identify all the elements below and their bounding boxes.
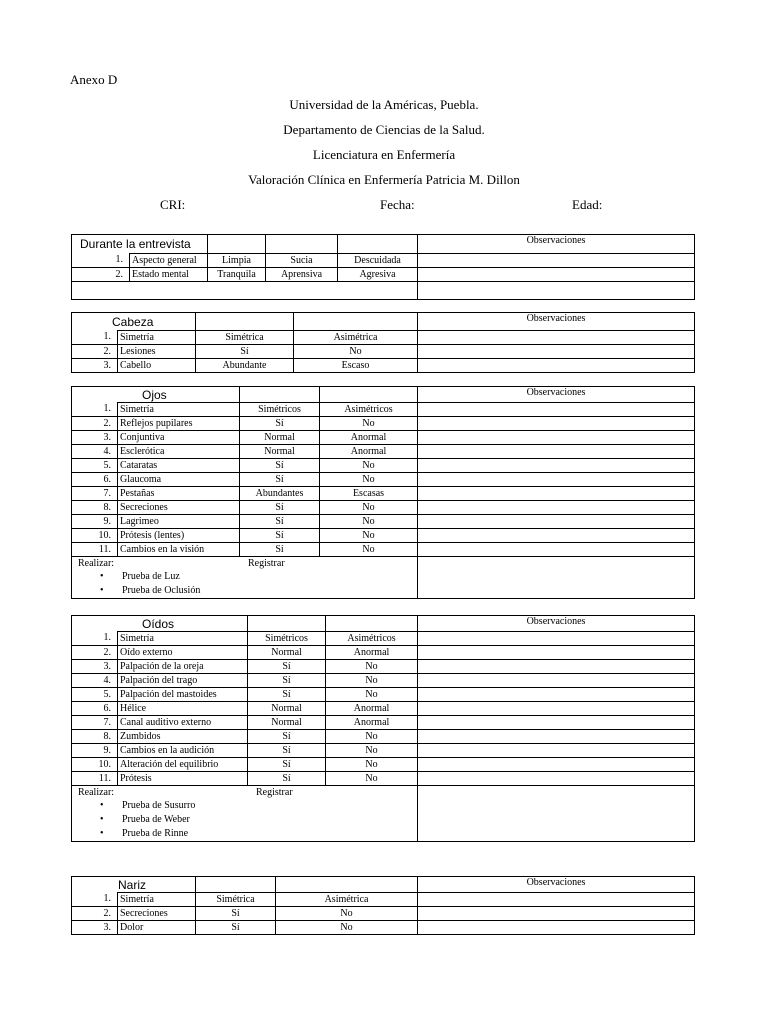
row-option-a: Sí [196, 921, 276, 935]
oidos-title: Oídos [72, 616, 248, 632]
list-item: • Prueba de Susurro [100, 799, 195, 813]
row-option-c: Descuidada [338, 254, 418, 268]
row-option-b: No [326, 674, 418, 688]
row-option-a: Sí [248, 744, 326, 758]
row-item: Zumbidos [118, 730, 248, 744]
row-number: 2. [72, 907, 118, 921]
row-option-b: Anormal [320, 445, 418, 459]
row-option-b: No [320, 515, 418, 529]
cabeza-table [71, 312, 695, 373]
row-option-a: Simétrica [196, 331, 294, 345]
row-option-a: Simétrica [196, 893, 276, 907]
list-item: • Prueba de Rinne [100, 827, 195, 841]
observation-cell[interactable] [418, 786, 695, 842]
row-number: 3. [72, 921, 118, 935]
row-option-a: Sí [240, 543, 320, 557]
row-item: Reflejos pupilares [118, 417, 240, 431]
row-option-a: Sí [248, 660, 326, 674]
row-number: 6. [72, 473, 118, 487]
row-option-b: No [320, 473, 418, 487]
row-option-a: Normal [248, 716, 326, 730]
department-title: Departamento de Ciencias de la Salud. [283, 122, 485, 137]
row-number: 1. [72, 893, 118, 907]
row-option-b: No [326, 660, 418, 674]
row-option-b: No [320, 417, 418, 431]
row-number: 9. [72, 744, 118, 758]
row-item: Secreciones [118, 907, 196, 921]
edad-label: Edad: [572, 197, 603, 212]
annex-label: Anexo D [70, 72, 118, 87]
list-item: • Prueba de Luz [100, 570, 200, 584]
observation-cell[interactable] [418, 688, 695, 702]
observation-cell[interactable] [418, 921, 695, 935]
row-option-a: Normal [248, 702, 326, 716]
realizar-label: Realizar: [78, 558, 115, 569]
row-option-a: Normal [240, 445, 320, 459]
row-item: Prótesis [118, 772, 248, 786]
row-item: Esclerótica [118, 445, 240, 459]
row-number: 10. [72, 529, 118, 543]
observation-cell[interactable] [418, 501, 695, 515]
row-item: Cambios en la visión [118, 543, 240, 557]
row-option-b: No [326, 688, 418, 702]
row-item: Prótesis (lentes) [118, 529, 240, 543]
nariz-table [71, 876, 695, 935]
row-item: Secreciones [118, 501, 240, 515]
row-number: 4. [72, 445, 118, 459]
row-option-b: Escasas [320, 487, 418, 501]
row-item: Palpación del mastoides [118, 688, 248, 702]
fecha-label: Fecha: [380, 197, 415, 212]
row-option-b: No [326, 744, 418, 758]
row-option-a: Normal [248, 646, 326, 660]
nariz-title: Nariz [72, 877, 196, 893]
row-number: 2. [72, 268, 130, 282]
observation-cell[interactable] [418, 893, 695, 907]
row-number: 1. [72, 632, 118, 646]
row-number: 8. [72, 730, 118, 744]
row-number: 1. [72, 254, 130, 268]
row-number: 5. [72, 459, 118, 473]
row-number: 3. [72, 359, 118, 373]
row-item: Aspecto general [130, 254, 208, 268]
row-number: 2. [72, 417, 118, 431]
form-title: Valoración Clínica en Enfermería Patricia M. Dillon [248, 172, 520, 187]
row-option-b: Anormal [326, 702, 418, 716]
row-item: Pestañas [118, 487, 240, 501]
observation-cell[interactable] [418, 345, 695, 359]
row-option-a: Sí [248, 772, 326, 786]
row-number: 10. [72, 758, 118, 772]
row-option-c: Agresiva [338, 268, 418, 282]
row-option-a: Sí [240, 417, 320, 431]
row-option-a: Simétricos [240, 403, 320, 417]
observation-cell[interactable] [418, 359, 695, 373]
ojos-realizar-section [72, 557, 418, 599]
row-option-b: Asimétricos [326, 632, 418, 646]
observation-cell[interactable] [418, 403, 695, 417]
list-item: • Prueba de Oclusión [100, 584, 200, 598]
row-option-b: Sucia [266, 254, 338, 268]
row-option-b: No [326, 758, 418, 772]
ojos-observaciones-header: Observaciones [418, 387, 695, 403]
row-option-a: Normal [240, 431, 320, 445]
row-option-b: Asimétricos [320, 403, 418, 417]
row-item: Simetría [118, 331, 196, 345]
row-number: 1. [72, 403, 118, 417]
row-option-a: Sí [248, 758, 326, 772]
row-number: 9. [72, 515, 118, 529]
observation-cell[interactable] [418, 674, 695, 688]
row-option-b: Asimétrica [276, 893, 418, 907]
row-number: 3. [72, 660, 118, 674]
observation-cell[interactable] [418, 431, 695, 445]
observation-cell[interactable] [418, 758, 695, 772]
observation-cell[interactable] [418, 459, 695, 473]
row-option-a: Sí [240, 459, 320, 473]
entrevista-table [71, 234, 695, 300]
observation-cell[interactable] [418, 254, 695, 268]
row-option-b: No [326, 772, 418, 786]
row-number: 7. [72, 716, 118, 730]
cri-label: CRI: [160, 197, 186, 212]
row-item: Simetría [118, 403, 240, 417]
observation-cell[interactable] [418, 417, 695, 431]
row-option-b: Aprensiva [266, 268, 338, 282]
observation-cell[interactable] [418, 744, 695, 758]
observation-cell[interactable] [418, 543, 695, 557]
row-option-b: No [294, 345, 418, 359]
row-option-a: Sí [240, 501, 320, 515]
row-option-a: Sí [240, 515, 320, 529]
row-option-a: Sí [240, 529, 320, 543]
row-item: Dolor [118, 921, 196, 935]
row-item: Simetría [118, 893, 196, 907]
observation-cell[interactable] [418, 772, 695, 786]
list-item: • Prueba de Weber [100, 813, 195, 827]
row-number: 11. [72, 543, 118, 557]
row-option-a: Sí [248, 674, 326, 688]
row-number: 3. [72, 431, 118, 445]
row-item: Cambios en la audición [118, 744, 248, 758]
observation-cell[interactable] [418, 557, 695, 599]
row-number: 4. [72, 674, 118, 688]
row-item: Cataratas [118, 459, 240, 473]
row-option-a: Sí [196, 345, 294, 359]
row-option-a: Abundante [196, 359, 294, 373]
cabeza-title: Cabeza [72, 313, 196, 331]
row-number: 2. [72, 345, 118, 359]
row-option-b: Anormal [326, 646, 418, 660]
registrar-label: Registrar [248, 558, 285, 569]
row-item: Canal auditivo externo [118, 716, 248, 730]
observation-cell[interactable] [418, 515, 695, 529]
university-title: Universidad de la Américas, Puebla. [289, 97, 479, 112]
row-option-a: Limpia [208, 254, 266, 268]
registrar-label: Registrar [256, 787, 293, 798]
cabeza-observaciones-header: Observaciones [418, 313, 695, 331]
row-option-b: No [276, 907, 418, 921]
row-item: Hélice [118, 702, 248, 716]
observation-cell[interactable] [418, 331, 695, 345]
row-item: Conjuntiva [118, 431, 240, 445]
row-number: 1. [72, 331, 118, 345]
row-number: 8. [72, 501, 118, 515]
realizar-label: Realizar: [78, 787, 115, 798]
ojos-title: Ojos [72, 387, 240, 403]
row-item: Lesiones [118, 345, 196, 359]
observation-cell[interactable] [418, 445, 695, 459]
program-title: Licenciatura en Enfermería [312, 147, 456, 162]
row-number: 11. [72, 772, 118, 786]
row-number: 5. [72, 688, 118, 702]
row-item: Palpación de la oreja [118, 660, 248, 674]
row-option-b: No [320, 529, 418, 543]
observation-cell[interactable] [418, 632, 695, 646]
observation-cell[interactable] [418, 907, 695, 921]
table-row [72, 268, 695, 282]
row-option-b: Escaso [294, 359, 418, 373]
row-item: Oído externo [118, 646, 248, 660]
row-option-b: No [276, 921, 418, 935]
observation-cell[interactable] [418, 646, 695, 660]
row-number: 7. [72, 487, 118, 501]
ojos-table [71, 386, 695, 599]
row-option-a: Simétricos [248, 632, 326, 646]
row-option-a: Sí [248, 688, 326, 702]
observation-cell[interactable] [418, 473, 695, 487]
row-item: Estado mental [130, 268, 208, 282]
observation-cell[interactable] [418, 716, 695, 730]
row-option-a: Sí [196, 907, 276, 921]
oidos-table [71, 615, 695, 842]
observation-cell[interactable] [418, 702, 695, 716]
row-item: Cabello [118, 359, 196, 373]
observation-cell[interactable] [418, 660, 695, 674]
oidos-observaciones-header: Observaciones [418, 616, 695, 632]
row-option-a: Abundantes [240, 487, 320, 501]
row-option-b: No [320, 459, 418, 473]
observation-cell[interactable] [418, 730, 695, 744]
row-option-b: No [326, 730, 418, 744]
row-option-a: Tranquila [208, 268, 266, 282]
row-item: Palpación del trago [118, 674, 248, 688]
entrevista-title: Durante la entrevista [72, 235, 208, 254]
row-item: Glaucoma [118, 473, 240, 487]
observation-cell[interactable] [418, 282, 695, 300]
row-option-b: No [320, 501, 418, 515]
row-item: Lagrimeo [118, 515, 240, 529]
table-row [72, 254, 695, 268]
ojos-test-list [100, 570, 200, 598]
row-option-b: Asimétrica [294, 331, 418, 345]
row-option-a: Sí [248, 730, 326, 744]
row-item: Alteración del equilibrio [118, 758, 248, 772]
row-option-b: Anormal [320, 431, 418, 445]
observation-cell[interactable] [418, 487, 695, 501]
nariz-observaciones-header: Observaciones [418, 877, 695, 893]
observation-cell[interactable] [418, 268, 695, 282]
row-option-b: No [320, 543, 418, 557]
entrevista-observaciones-header: Observaciones [418, 235, 695, 254]
row-option-b: Anormal [326, 716, 418, 730]
observation-cell[interactable] [418, 529, 695, 543]
oidos-realizar-section [72, 786, 418, 842]
row-number: 2. [72, 646, 118, 660]
row-option-a: Sí [240, 473, 320, 487]
row-number: 6. [72, 702, 118, 716]
oidos-test-list [100, 799, 195, 841]
row-item: Simetría [118, 632, 248, 646]
